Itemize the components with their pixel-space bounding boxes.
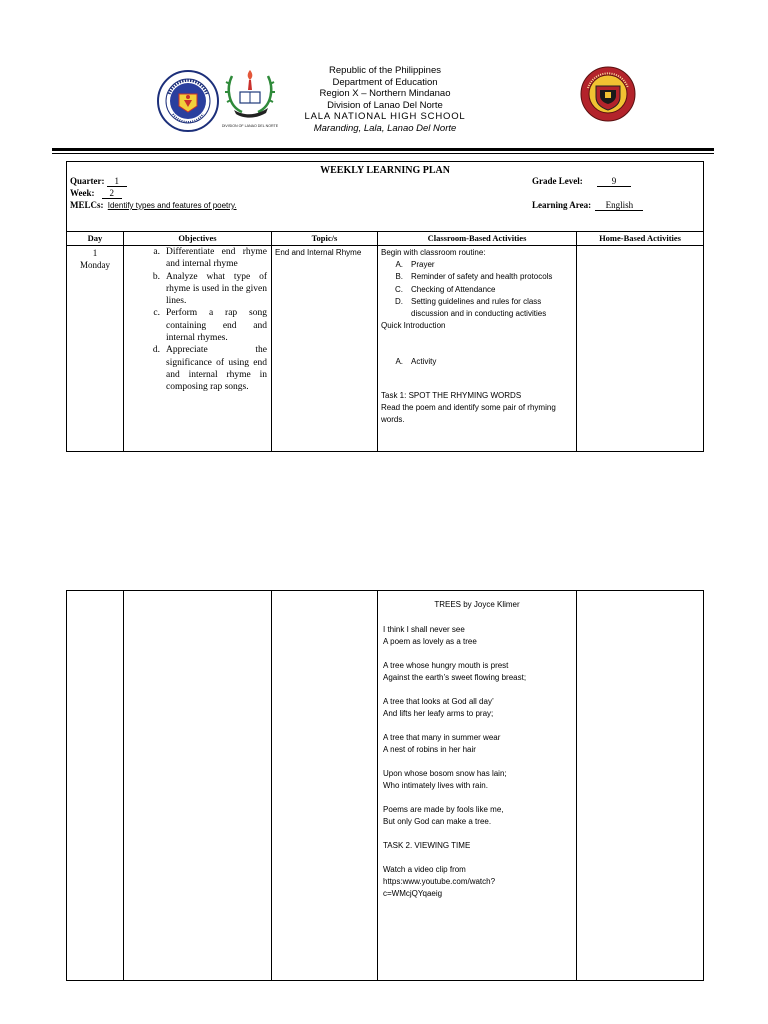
week-field — [70, 188, 122, 199]
column-header-classroom-activities: Classroom-Based Activities — [378, 232, 577, 246]
task1-title: Task 1: SPOT THE RHYMING WORDS — [381, 390, 522, 400]
home-activities-cell-empty — [577, 591, 704, 981]
poem-line: A tree that looks at God all day’ — [383, 697, 494, 706]
header-text — [240, 65, 530, 134]
activity-list — [381, 356, 573, 368]
poem-stanza — [383, 660, 571, 684]
home-activities-cell — [577, 246, 704, 452]
header-line-division: Division of Lanao Del Norte — [327, 99, 443, 111]
poem-stanza — [383, 768, 571, 792]
poem-line: A tree that many in summer wear — [383, 733, 501, 742]
melcs-field — [70, 200, 237, 210]
school-name: LALA NATIONAL HIGH SCHOOL — [304, 111, 466, 122]
poem-title: TREES by Joyce Klimer — [434, 600, 520, 609]
melcs-label: MELCs: — [70, 200, 104, 210]
objective-item: a. Differentiate end rhyme and internal rhyme — [153, 247, 267, 270]
task2-line: Watch a video clip from — [383, 865, 466, 874]
topics-cell — [272, 246, 378, 452]
column-header-home-activities: Home-Based Activities — [577, 232, 704, 246]
quarter-field — [70, 176, 127, 187]
day-cell-empty — [67, 591, 124, 981]
topics-cell-empty — [272, 591, 378, 981]
objective-item: b. Analyze what type of rhyme is used in the given lines. — [152, 271, 267, 307]
objectives-cell-empty — [124, 591, 272, 981]
quarter-label: Quarter: — [70, 176, 105, 186]
column-header-day: Day — [67, 232, 124, 246]
poem-line: And lifts her leafy arms to pray; — [383, 709, 494, 718]
poem-line: But only God can make a tree. — [383, 817, 492, 826]
poem-line: A nest of robins in her hair — [383, 745, 476, 754]
division-logo-text: DIVISION OF LANAO DEL NORTE — [221, 124, 279, 128]
day-name: Monday — [80, 260, 110, 270]
header-line-region: Region X – Northern Mindanao — [319, 88, 451, 99]
weekly-plan-table — [66, 161, 704, 452]
classroom-activities-cell — [378, 246, 577, 452]
routine-item: C. Checking of Attendance — [395, 284, 496, 294]
column-header-topics: Topic/s — [272, 232, 378, 246]
header-rule-thin — [52, 153, 714, 154]
poem-line: Who intimately lives with rain. — [383, 781, 488, 790]
week-label: Week: — [70, 188, 95, 198]
poem-line: A poem as lovely as a tree — [383, 637, 477, 646]
routine-intro: Begin with classroom routine: — [381, 248, 486, 257]
continuation-table — [66, 590, 704, 981]
plan-info-cell — [67, 162, 704, 232]
poem-line: I think I shall never see — [383, 625, 465, 634]
poem-line: Poems are made by fools like me, — [383, 805, 504, 814]
grade-level-label: Grade Level: — [532, 176, 583, 186]
topic-text: End and Internal Rhyme — [275, 248, 362, 257]
video-link[interactable]: https:www.youtube.com/watch? — [383, 877, 496, 886]
poem-stanza — [383, 804, 571, 828]
objective-item: c. Perform a rap song containing end and internal rhymes. — [153, 308, 267, 344]
poem-stanza — [383, 624, 571, 648]
quarter-value: 1 — [107, 176, 127, 187]
school-address: Maranding, Lala, Lanao Del Norte — [313, 122, 457, 134]
learning-area-label: Learning Area: — [532, 200, 592, 210]
melcs-value: Identify types and features of poetry. — [107, 201, 237, 210]
video-link-id[interactable]: c=WMcjQYqaeig — [383, 889, 443, 898]
poem-cell — [378, 591, 577, 981]
header-rule-thick — [52, 148, 714, 151]
plan-title: WEEKLY LEARNING PLAN — [320, 165, 450, 176]
objective-item: d. Appreciate the significance of using end and internal rhyme in composing rap songs. — [152, 345, 267, 393]
learning-area-value: English — [595, 200, 643, 211]
column-header-objectives: Objectives — [124, 232, 272, 246]
deped-seal-logo — [157, 70, 219, 132]
routine-list — [381, 259, 573, 320]
poem-stanza — [383, 696, 571, 720]
week-value: 2 — [102, 188, 122, 199]
learning-area-field — [532, 200, 643, 211]
day-number: 1 — [92, 248, 98, 258]
activity-item: A. Activity — [395, 357, 437, 367]
poem-line: A tree whose hungry mouth is prest — [383, 661, 509, 670]
header-line-republic: Republic of the Philippines — [329, 65, 441, 76]
school-seal-logo — [580, 66, 636, 122]
routine-item: A. Prayer — [395, 260, 435, 270]
poem-line: Upon whose bosom snow has lain; — [383, 769, 507, 778]
routine-item: B. Reminder of safety and health protocols — [395, 272, 553, 282]
day-cell — [67, 246, 124, 452]
routine-item: D. Setting guidelines and rules for class discussion and in conducting activities — [395, 296, 547, 319]
poem-line: Against the earth’s sweet flowing breast; — [383, 673, 527, 682]
objectives-list — [124, 246, 271, 394]
poem-stanza — [383, 732, 571, 756]
task1-text: Read the poem and identify some pair of rhyming words. — [381, 402, 556, 425]
quick-introduction: Quick Introduction — [381, 321, 446, 331]
grade-level-value: 9 — [597, 176, 631, 187]
task2-title: TASK 2. VIEWING TIME — [383, 841, 471, 850]
objectives-cell — [124, 246, 272, 452]
header-line-department: Department of Education — [332, 76, 438, 88]
grade-level-field — [532, 176, 631, 187]
